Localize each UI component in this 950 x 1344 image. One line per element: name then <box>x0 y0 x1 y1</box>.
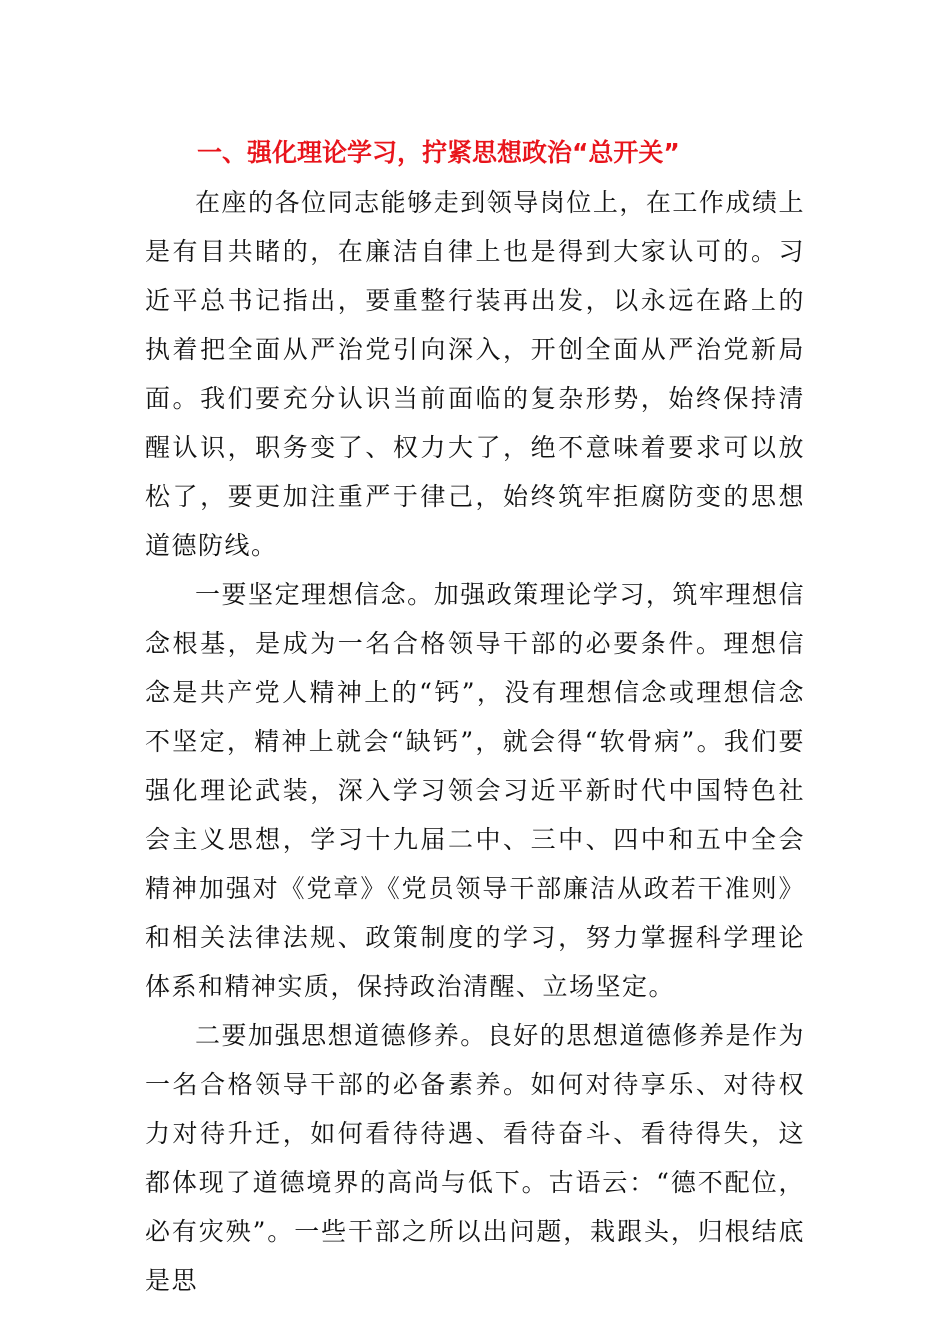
paragraph-ideals: 一要坚定理想信念。加强政策理论学习，筑牢理想信念根基，是成为一名合格领导干部的必要条件。理想信念是共产党人精神上的“钙”，没有理想信念或理想信念不坚定，精神上就会“缺钙”，就会得“软骨病”。我们要强化理论武装，深入学习领会习近平新时代中国特色社会主义思想，学习十九届二中、三中、四中和五中全会精神加强对《党章》《党员领导干部廉洁从政若干准则》和相关法律法规、政策制度的学习，努力掌握科学理论体系和精神实质，保持政治清醒、立场坚定。 <box>145 580 805 1001</box>
paragraph-intro: 在座的各位同志能够走到领导岗位上，在工作成绩上是有目共睹的，在廉洁自律上也是得到大家认可的。习近平总书记指出，要重整行装再出发，以永远在路上的执着把全面从严治党引向深入，开创全面从严治党新局面。我们要充分认识当前面临的复杂形势，始终保持清醒认识，职务变了、权力大了，绝不意味着要求可以放松了，要更加注重严于律己，始终筑牢拒腐防变的思想道德防线。 <box>145 188 805 560</box>
section-heading: 一、强化理论学习，拧紧思想政治“总开关” <box>197 138 680 167</box>
paragraph-morality: 二要加强思想道德修养。良好的思想道德修养是作为一名合格领导干部的必备素养。如何对待享乐、对待权力对待升迁，如何看待待遇、看待奋斗、看待得失，这都体现了道德境界的高尚与低下。古语云：“德不配位，必有灾殃”。一些干部之所以出问题，栽跟头，归根结底是思 <box>145 1021 805 1295</box>
document-body <box>145 128 805 1305</box>
